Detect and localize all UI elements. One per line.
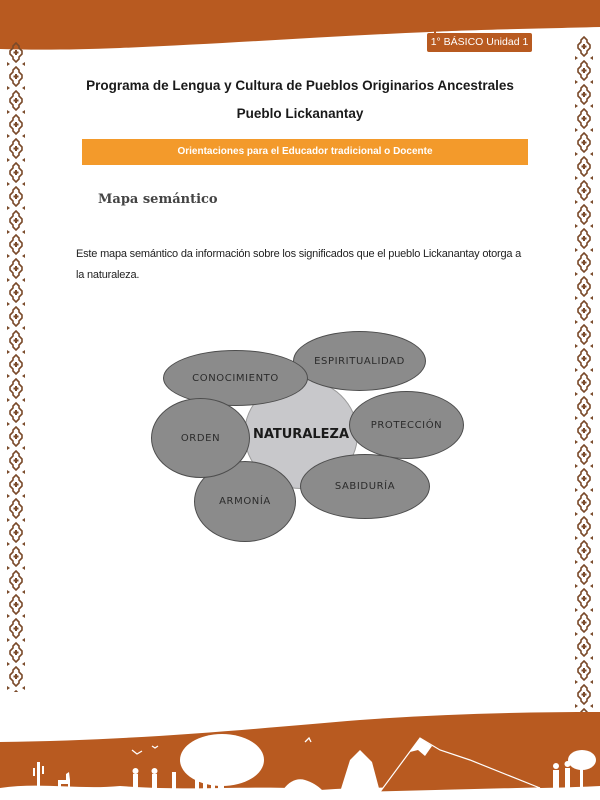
section-body-text: Este mapa semántico da información sobre los significados que el pueblo Lickanantay otorga a la naturaleza. bbox=[76, 248, 522, 281]
document-subtitle: Pueblo Lickanantay bbox=[236, 106, 364, 121]
node-armonia: ARMONÍA bbox=[194, 461, 296, 542]
node-proteccion: PROTECCIÓN bbox=[349, 391, 464, 459]
section-banner: Orientaciones para el Educador tradicional o Docente bbox=[82, 139, 528, 165]
unit-badge: 1° BÁSICO Unidad 1 bbox=[427, 33, 532, 52]
document-title: Programa de Lengua y Cultura de Pueblos Originarios Ancestrales bbox=[86, 78, 514, 93]
node-espiritualidad: ESPIRITUALIDAD bbox=[293, 331, 426, 391]
semantic-map bbox=[140, 325, 480, 550]
section-heading: Mapa semántico bbox=[98, 192, 218, 207]
bottom-landscape-banner bbox=[0, 700, 600, 800]
node-naturaleza: NATURALEZA bbox=[244, 379, 358, 489]
node-orden: ORDEN bbox=[151, 398, 250, 478]
right-pattern-border-icon bbox=[575, 36, 593, 726]
node-conocimiento: CONOCIMIENTO bbox=[163, 350, 308, 406]
left-pattern-border-icon bbox=[7, 42, 25, 692]
node-sabiduria: SABIDURÍA bbox=[300, 454, 430, 519]
